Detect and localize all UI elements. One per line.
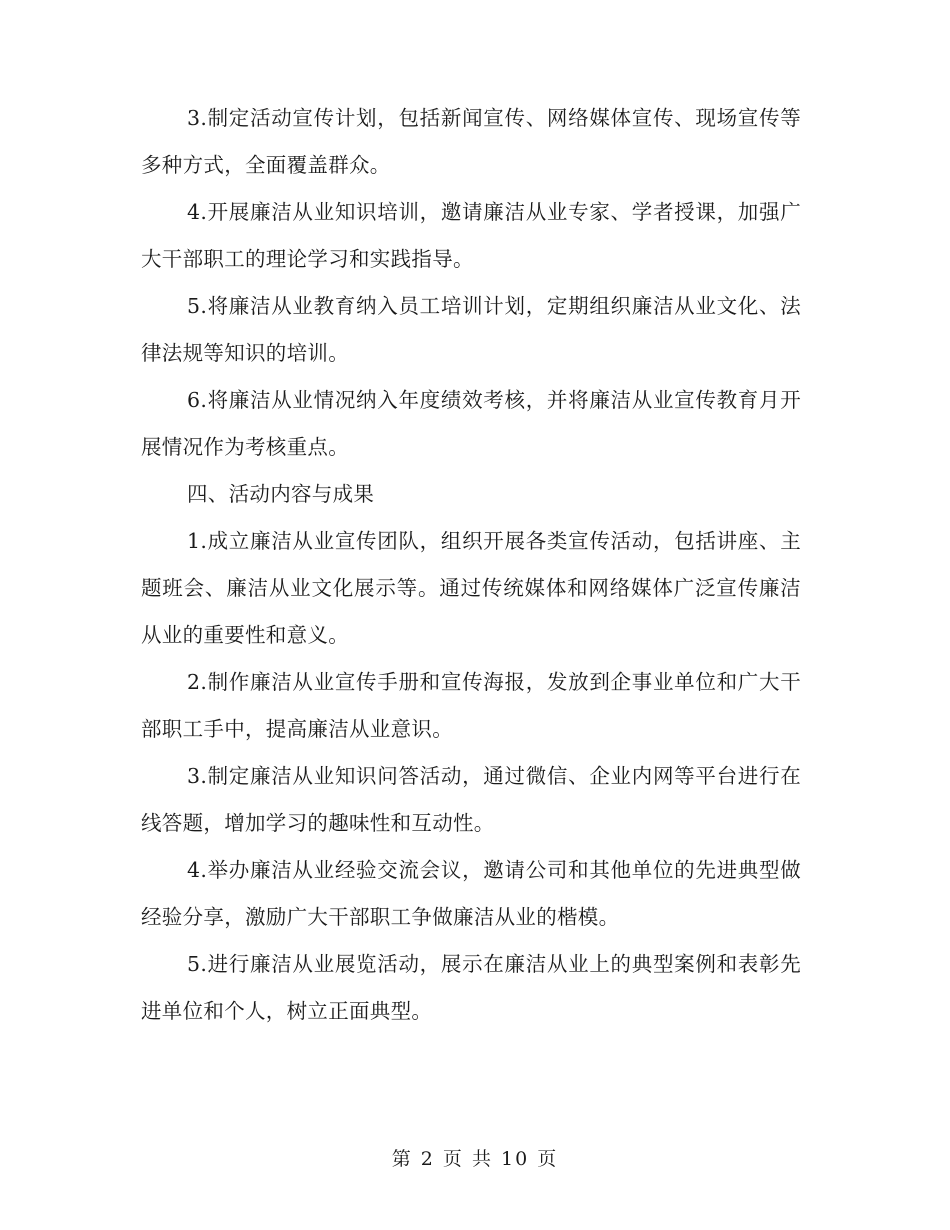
section-heading: 四、活动内容与成果 bbox=[187, 482, 375, 506]
page-number-label: 第 2 页 共 10 页 bbox=[391, 1148, 559, 1170]
paragraph-item-4: 4.开展廉洁从业知识培训，邀请廉洁从业专家、学者授课，加强广大干部职工的理论学习和实践指导。 bbox=[141, 200, 801, 271]
section-paragraph-5: 5.进行廉洁从业展览活动，展示在廉洁从业上的典型案例和表彰先进单位和个人，树立正面典型。 bbox=[141, 952, 801, 1023]
document-body bbox=[141, 95, 801, 1035]
paragraph-item-5: 5.将廉洁从业教育纳入员工培训计划，定期组织廉洁从业文化、法律法规等知识的培训。 bbox=[141, 294, 801, 365]
section-paragraph-3: 3.制定廉洁从业知识问答活动，通过微信、企业内网等平台进行在线答题，增加学习的趣味性和互动性。 bbox=[141, 764, 801, 835]
paragraph-item-6: 6.将廉洁从业情况纳入年度绩效考核，并将廉洁从业宣传教育月开展情况作为考核重点。 bbox=[141, 388, 801, 459]
page-footer bbox=[0, 1144, 950, 1171]
paragraph-item-3: 3.制定活动宣传计划，包括新闻宣传、网络媒体宣传、现场宣传等多种方式，全面覆盖群众。 bbox=[141, 106, 801, 177]
section-paragraph-1: 1.成立廉洁从业宣传团队，组织开展各类宣传活动，包括讲座、主题班会、廉洁从业文化展示等。通过传统媒体和网络媒体广泛宣传廉洁从业的重要性和意义。 bbox=[141, 529, 801, 647]
section-paragraph-2: 2.制作廉洁从业宣传手册和宣传海报，发放到企事业单位和广大干部职工手中，提高廉洁从业意识。 bbox=[141, 670, 801, 741]
section-paragraph-4: 4.举办廉洁从业经验交流会议，邀请公司和其他单位的先进典型做经验分享，激励广大干部职工争做廉洁从业的楷模。 bbox=[141, 858, 801, 929]
